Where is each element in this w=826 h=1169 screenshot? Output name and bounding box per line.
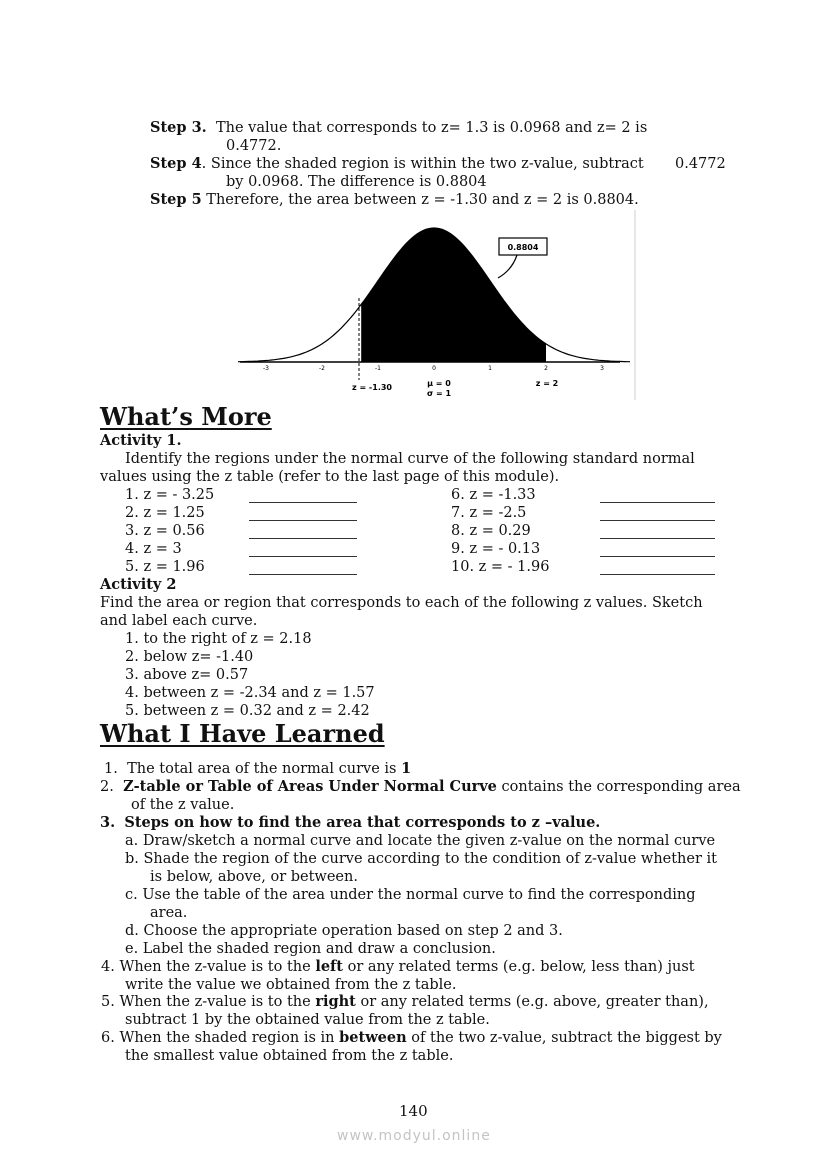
learned-step-e: e. Label the shaded region and draw a conclusion. xyxy=(125,941,496,957)
learned-step-c: c. Use the table of the area under the normal curve to find the corresponding xyxy=(125,887,696,903)
tick-label: -1 xyxy=(375,365,381,372)
activity1-item: 2. z = 1.25 xyxy=(125,505,205,521)
step4-label: Step 4 xyxy=(150,155,202,172)
item-number: 1. xyxy=(104,761,118,777)
activity2-item: 5. between z = 0.32 and z = 2.42 xyxy=(125,703,370,719)
activity1-item: 8. z = 0.29 xyxy=(451,523,531,539)
activity2-item: 3. above z= 0.57 xyxy=(125,667,249,683)
learned-item-3 xyxy=(100,814,600,832)
learned-step-a: a. Draw/sketch a normal curve and locate the given z-value on the normal curve xyxy=(125,833,716,849)
tick-label: 1 xyxy=(488,365,492,372)
answer-blank[interactable] xyxy=(600,525,715,539)
answer-blank[interactable] xyxy=(249,525,357,539)
footer-watermark: www.modyul.online xyxy=(337,1128,491,1144)
learned-step-b-cont: is below, above, or between. xyxy=(150,869,358,885)
item-text: 5. When the z-value is to the xyxy=(101,994,311,1010)
learned-item-5 xyxy=(101,993,709,1011)
item-bold: 1 xyxy=(401,760,412,777)
answer-blank[interactable] xyxy=(249,489,357,503)
item-text: or any related terms (e.g. above, greater than), xyxy=(360,994,709,1010)
whats-more-heading: What’s More xyxy=(100,402,272,431)
activity1-item: 10. z = - 1.96 xyxy=(451,559,550,575)
activity2-item: 2. below z= -1.40 xyxy=(125,649,254,665)
step4-text: . Since the shaded region is within the two z-value, subtract xyxy=(201,156,644,172)
activity1-item: 5. z = 1.96 xyxy=(125,559,205,575)
answer-blank[interactable] xyxy=(600,507,715,521)
step3-cont: 0.4772. xyxy=(226,138,282,154)
item-bold: Z-table or Table of Areas Under Normal Curve xyxy=(123,778,497,795)
step3-line xyxy=(150,119,647,137)
tick-label: 0 xyxy=(432,365,436,372)
step5-line xyxy=(150,191,639,209)
activity1-line1: Identify the regions under the normal curve of the following standard normal xyxy=(125,451,695,467)
activity2-line2: and label each curve. xyxy=(100,613,258,629)
learned-item-2-cont: of the z value. xyxy=(131,797,235,813)
learned-item-4-cont: write the value we obtained from the z table. xyxy=(125,977,457,993)
item-text: or any related terms (e.g. below, less than) just xyxy=(347,959,695,975)
step4-cont: by 0.0968. The difference is 0.8804 xyxy=(226,174,487,190)
answer-blank[interactable] xyxy=(600,561,715,575)
axis-ticks xyxy=(263,365,604,372)
activity1-item: 9. z = - 0.13 xyxy=(451,541,541,557)
activity1-item: 1. z = - 3.25 xyxy=(125,487,215,503)
activity2-line1: Find the area or region that corresponds to each of the following z values. Sketch xyxy=(100,595,703,611)
step5-text: Therefore, the area between z = -1.30 and z = 2 is 0.8804. xyxy=(206,192,639,208)
activity1-item: 4. z = 3 xyxy=(125,541,182,557)
callout-pointer xyxy=(498,255,517,278)
item-bold: between xyxy=(339,1029,407,1046)
learned-step-b: b. Shade the region of the curve according to the condition of z-value whether it xyxy=(125,851,717,867)
learned-step-d: d. Choose the appropriate operation based on step 2 and 3. xyxy=(125,923,563,939)
activity2-item: 4. between z = -2.34 and z = 1.57 xyxy=(125,685,375,701)
tick-label: 2 xyxy=(544,365,548,372)
item-text: 6. When the shaded region is in xyxy=(101,1030,335,1046)
learned-item-6 xyxy=(101,1029,722,1047)
answer-blank[interactable] xyxy=(249,561,357,575)
activity2-item: 1. to the right of z = 2.18 xyxy=(125,631,312,647)
activity1-item: 7. z = -2.5 xyxy=(451,505,527,521)
answer-blank[interactable] xyxy=(249,543,357,557)
activity2-title: Activity 2 xyxy=(100,576,177,593)
learned-heading: What I Have Learned xyxy=(100,719,385,748)
step5-label: Step 5 xyxy=(150,191,202,208)
sigma-label: σ = 1 xyxy=(426,389,452,398)
item-bold: left xyxy=(315,958,343,975)
item-bold: Steps on how to find the area that corresponds to z –value. xyxy=(124,814,601,831)
page-number: 140 xyxy=(399,1102,428,1120)
answer-blank[interactable] xyxy=(600,543,715,557)
learned-item-2 xyxy=(100,778,741,796)
step4-line xyxy=(150,155,644,173)
activity1-item: 3. z = 0.56 xyxy=(125,523,205,539)
step3-text: The value that corresponds to z= 1.3 is 0.0968 and z= 2 is xyxy=(215,120,648,136)
z-left-label: z = -1.30 xyxy=(352,383,392,392)
activity1-title: Activity 1. xyxy=(100,432,182,449)
answer-blank[interactable] xyxy=(249,507,357,521)
item-text: contains the corresponding area xyxy=(501,779,741,795)
learned-item-1 xyxy=(104,760,411,778)
tick-label: -3 xyxy=(263,365,269,372)
tick-label: -2 xyxy=(319,365,325,372)
item-number: 2. xyxy=(100,779,114,795)
item-text: 4. When the z-value is to the xyxy=(101,959,311,975)
learned-item-4 xyxy=(101,958,695,976)
activity1-line2: values using the z table (refer to the last page of this module). xyxy=(100,469,560,485)
normal-curve-figure xyxy=(236,208,640,404)
learned-item-6-cont: the smallest value obtained from the z table. xyxy=(125,1048,454,1064)
item-bold: right xyxy=(315,993,356,1010)
activity1-item: 6. z = -1.33 xyxy=(451,487,536,503)
answer-blank[interactable] xyxy=(600,489,715,503)
z-right-label: z = 2 xyxy=(535,379,559,388)
learned-item-5-cont: subtract 1 by the obtained value from the z table. xyxy=(125,1012,490,1028)
learned-step-c-cont: area. xyxy=(150,905,188,921)
step4-value: 0.4772 xyxy=(675,156,726,172)
item-number: 3. xyxy=(100,814,116,831)
tick-label: 3 xyxy=(600,365,604,372)
item-text: of the two z-value, subtract the biggest by xyxy=(411,1030,722,1046)
mu-label: μ = 0 xyxy=(427,379,451,388)
item-text: The total area of the normal curve is xyxy=(127,761,397,777)
callout-label: 0.8804 xyxy=(507,243,539,252)
step3-label: Step 3. xyxy=(150,119,207,136)
